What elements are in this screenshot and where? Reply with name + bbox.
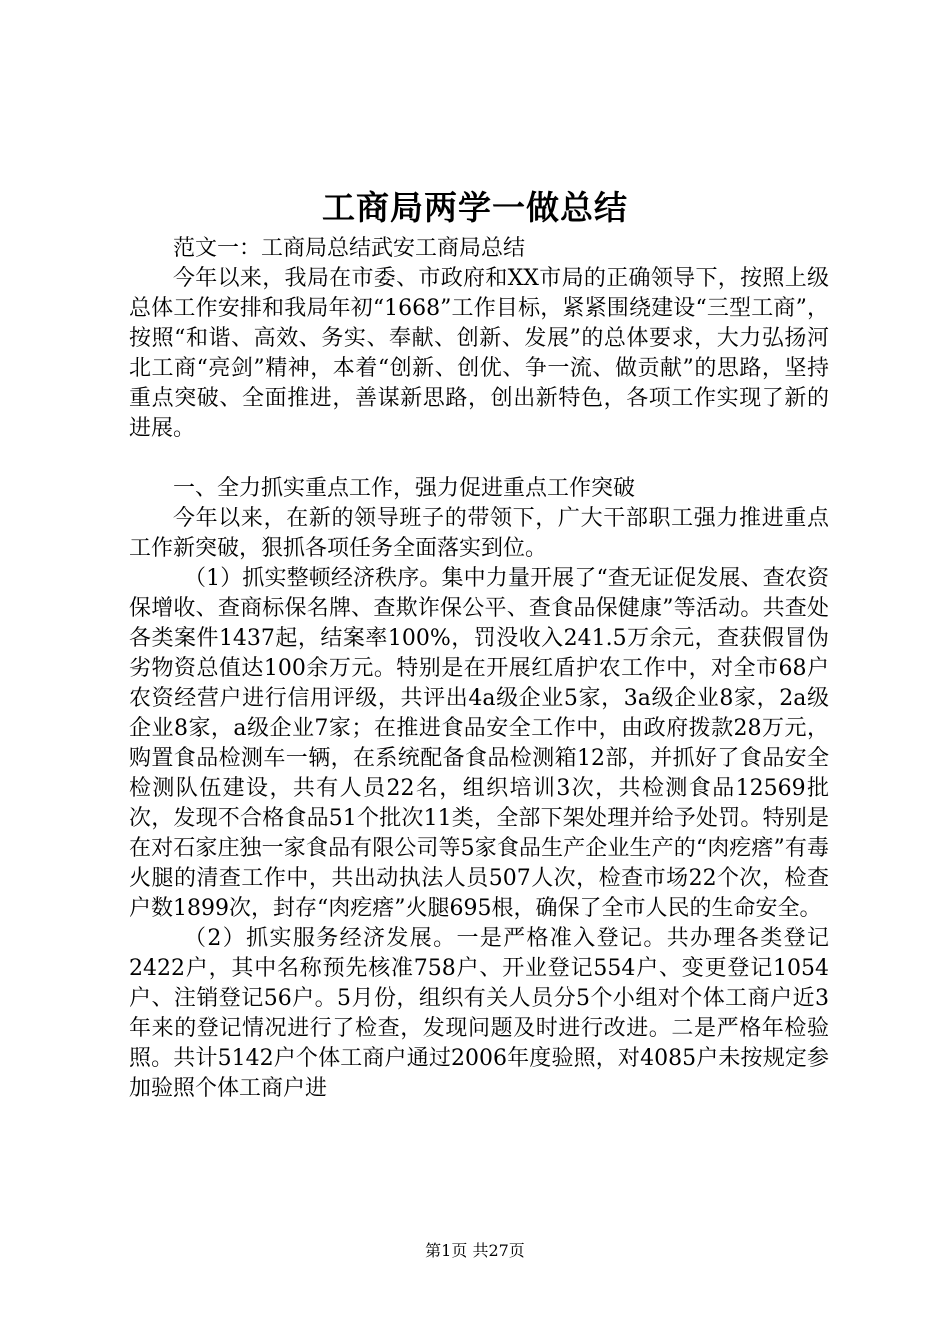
document-body	[129, 234, 829, 1104]
document-title: 工商局两学一做总结	[322, 188, 628, 227]
paragraph-item-2: （2）抓实服务经济发展。一是严格准入登记。共办理各类登记2422户，其中名称预先核准758户、开业登记554户、变更登记1054户、注销登记56户。5月份，组织有关人员分5个小组对个体工商户近3年来的登记情况进行了检查，发现问题及时进行改进。二是严格年检验照。共计5142户个体工商户通过2006年度验照，对4085户未按规定参加验照个体工商户进	[129, 926, 829, 1101]
section-heading-1: 一、全力抓实重点工作，强力促进重点工作突破	[173, 476, 636, 501]
paragraph-intro: 今年以来，我局在市委、市政府和XX市局的正确领导下，按照上级总体工作安排和我局年初“1668”工作目标，紧紧围绕建设“三型工商”，按照“和谐、高效、务实、奉献、创新、发展”的总体要求，大力弘扬河北工商“亮剑”精神，本着“创新、创优、争一流、做贡献”的思路，坚持重点突破、全面推进，善谋新思路，创出新特色，各项工作实现了新的进展。	[129, 266, 829, 441]
paragraph-sample-heading: 范文一：工商局总结武安工商局总结	[173, 236, 526, 261]
paragraph-section-intro: 今年以来，在新的领导班子的带领下，广大干部职工强力推进重点工作新突破，狠抓各项任务全面落实到位。	[129, 506, 829, 561]
page-footer: 第1页 共27页	[425, 1241, 525, 1260]
paragraph-item-1: （1）抓实整顿经济秩序。集中力量开展了“查无证促发展、查农资保增收、查商标保名牌、查欺诈保公平、查食品保健康”等活动。共查处各类案件1437起，结案率100%，罚没收入241.5万余元，查获假冒伪劣物资总值达100余万元。特别是在开展红盾护农工作中，对全市68户农资经营户进行信用评级，共评出4a级企业5家，3a级企业8家，2a级企业8家，a级企业7家；在推进食品安全工作中，由政府拨款28万元，购置食品检测车一辆，在系统配备食品检测箱12部，并抓好了食品安全检测队伍建设，共有人员22名，组织培训3次，共检测食品12569批次，发现不合格食品51个批次11类，全部下架处理并给予处罚。特别是在对石家庄独一家食品有限公司等5家食品生产企业生产的“肉疙瘩”有毒火腿的清查工作中，共出动执法人员507人次，检查市场22个次，检查户数1899次，封存“肉疙瘩”火腿695根，确保了全市人民的生命安全。	[129, 566, 829, 921]
